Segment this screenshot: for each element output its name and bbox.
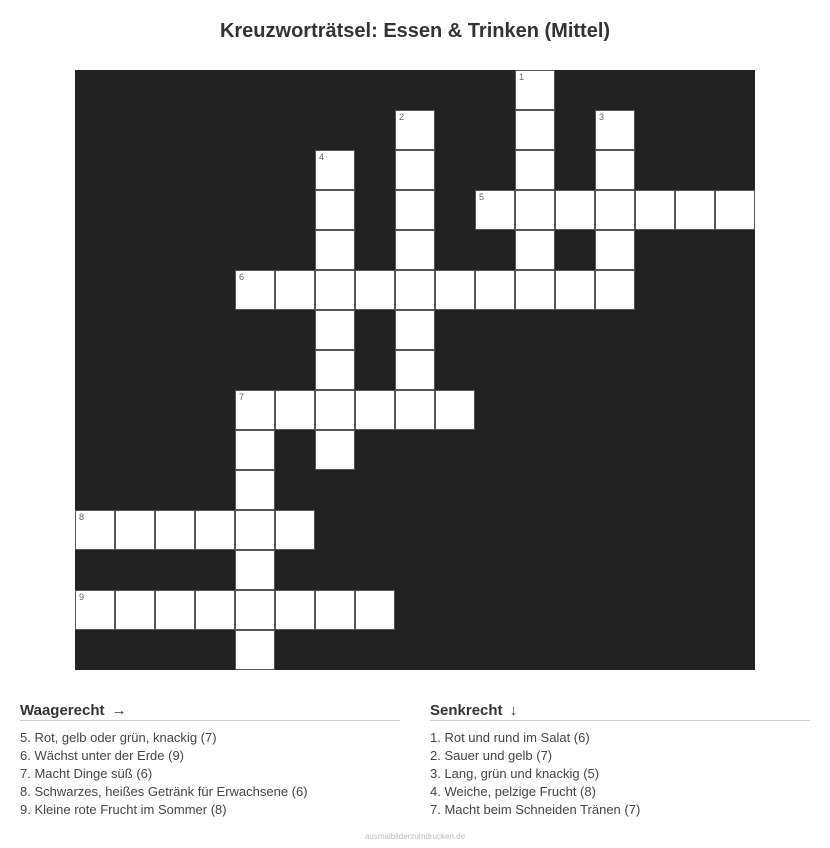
clue-across-item: 6. Wächst unter der Erde (9) [20, 748, 185, 763]
crossword-cell[interactable] [395, 190, 435, 230]
clues-across-section [20, 702, 400, 819]
crossword-cell[interactable] [155, 510, 195, 550]
page-title: Kreuzworträtsel: Essen & Trinken (Mittel) [219, 20, 611, 42]
crossword-cell[interactable] [275, 590, 315, 630]
crossword-cell[interactable] [395, 270, 435, 310]
clues-across-heading-label: Waagerecht [20, 702, 105, 719]
crossword-cell[interactable] [395, 310, 435, 350]
crossword-cell[interactable] [315, 430, 355, 470]
crossword-cell[interactable] [635, 190, 675, 230]
crossword-cell[interactable] [315, 310, 355, 350]
clue-down-item: 1. Rot und rund im Salat (6) [430, 730, 590, 745]
crossword-cell[interactable] [515, 230, 555, 270]
clues-down-heading [430, 702, 810, 721]
clues-across-list [20, 729, 400, 819]
crossword-cell[interactable] [355, 390, 395, 430]
clue-across-item: 7. Macht Dinge süß (6) [20, 766, 153, 781]
crossword-cell[interactable] [395, 350, 435, 390]
crossword-cell[interactable] [195, 590, 235, 630]
crossword-cell[interactable] [115, 510, 155, 550]
crossword-cell[interactable] [595, 190, 635, 230]
crossword-cell[interactable] [315, 230, 355, 270]
crossword-cell[interactable] [555, 190, 595, 230]
crossword-cell[interactable] [235, 430, 275, 470]
clue-down-item: 4. Weiche, pelzige Frucht (8) [430, 784, 596, 799]
crossword-cell[interactable] [315, 350, 355, 390]
clue-across-item: 8. Schwarzes, heißes Getränk für Erwachsene (6) [20, 784, 308, 799]
clues-down-section [430, 702, 810, 819]
crossword-cell[interactable] [155, 590, 195, 630]
crossword-cell[interactable] [395, 150, 435, 190]
crossword-cell[interactable] [515, 70, 555, 110]
crossword-cell[interactable] [475, 270, 515, 310]
clue-number: 3 [599, 112, 605, 122]
clue-down-item: 7. Macht beim Schneiden Tränen (7) [430, 802, 641, 817]
crossword-cell[interactable] [395, 110, 435, 150]
crossword-cell[interactable] [595, 270, 635, 310]
clue-down-item: 2. Sauer und gelb (7) [430, 748, 553, 763]
clue-number: 4 [319, 152, 325, 162]
clues-across-heading [20, 702, 400, 721]
crossword-cell[interactable] [435, 270, 475, 310]
clues-down-list [430, 729, 810, 819]
crossword-cell[interactable] [275, 390, 315, 430]
clue-across-item: 5. Rot, gelb oder grün, knackig (7) [20, 730, 217, 745]
crossword-cell[interactable] [515, 150, 555, 190]
crossword-cell[interactable] [355, 590, 395, 630]
crossword-cell[interactable] [75, 510, 115, 550]
crossword-cell[interactable] [235, 590, 275, 630]
crossword-cell[interactable] [115, 590, 155, 630]
crossword-cell[interactable] [515, 110, 555, 150]
clue-number: 2 [399, 112, 405, 122]
crossword-cell[interactable] [75, 590, 115, 630]
arrow-down-icon: ↓ [509, 702, 518, 719]
clue-number: 5 [479, 192, 485, 202]
crossword-cell[interactable] [235, 470, 275, 510]
crossword-cell[interactable] [315, 150, 355, 190]
footer-credit: ausmalbilderzumdrucken.de [364, 832, 466, 841]
crossword-cell[interactable] [275, 270, 315, 310]
crossword-cell[interactable] [595, 110, 635, 150]
crossword-cell[interactable] [235, 390, 275, 430]
crossword-cell[interactable] [675, 190, 715, 230]
crossword-cell[interactable] [435, 390, 475, 430]
crossword-cell[interactable] [235, 510, 275, 550]
crossword-cell[interactable] [315, 190, 355, 230]
crossword-cell[interactable] [275, 510, 315, 550]
crossword-cell[interactable] [235, 630, 275, 670]
clue-across-item: 9. Kleine rote Frucht im Sommer (8) [20, 802, 227, 817]
crossword-cell[interactable] [315, 270, 355, 310]
crossword-cell[interactable] [235, 550, 275, 590]
crossword-cell[interactable] [555, 270, 595, 310]
clue-number: 9 [79, 592, 85, 602]
crossword-cell[interactable] [595, 230, 635, 270]
clue-number: 6 [239, 272, 245, 282]
crossword-cell[interactable] [475, 190, 515, 230]
crossword-grid [75, 70, 755, 670]
crossword-cell[interactable] [235, 270, 275, 310]
crossword-cell[interactable] [515, 190, 555, 230]
crossword-cell[interactable] [355, 270, 395, 310]
crossword-cell[interactable] [315, 590, 355, 630]
crossword-cell[interactable] [315, 390, 355, 430]
crossword-cell[interactable] [515, 270, 555, 310]
crossword-cell[interactable] [715, 190, 755, 230]
crossword-cell[interactable] [395, 230, 435, 270]
clue-down-item: 3. Lang, grün und knackig (5) [430, 766, 600, 781]
clues-down-heading-label: Senkrecht [430, 702, 503, 719]
crossword-cell[interactable] [595, 150, 635, 190]
clue-number: 1 [519, 72, 525, 82]
crossword-cell[interactable] [195, 510, 235, 550]
arrow-right-icon: → [111, 702, 127, 719]
clue-number: 8 [79, 512, 85, 522]
crossword-cell[interactable] [395, 390, 435, 430]
clue-number: 7 [239, 392, 245, 402]
